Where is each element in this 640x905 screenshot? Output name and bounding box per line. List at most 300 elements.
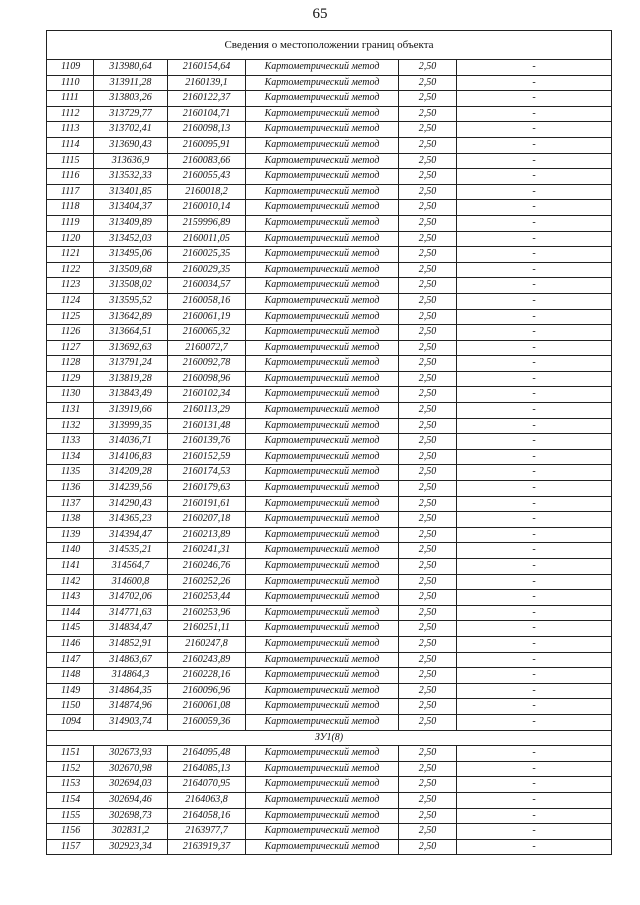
- y-coordinate-cell: 2160055,43: [168, 169, 246, 185]
- accuracy-cell: 2,50: [399, 761, 457, 777]
- table-title-row: [47, 31, 612, 60]
- y-coordinate-cell: 2160152,59: [168, 449, 246, 465]
- x-coordinate-cell: 313409,89: [94, 215, 168, 231]
- table-title: Сведения о местоположении границ объекта: [47, 31, 612, 60]
- accuracy-cell: 2,50: [399, 668, 457, 684]
- accuracy-cell: 2,50: [399, 153, 457, 169]
- method-cell: Картометрический метод: [246, 746, 399, 762]
- description-cell: -: [457, 839, 612, 855]
- y-coordinate-cell: 2160098,13: [168, 122, 246, 138]
- x-coordinate-cell: 314394,47: [94, 527, 168, 543]
- point-number-cell: 1149: [47, 683, 94, 699]
- x-coordinate-cell: 314874,96: [94, 699, 168, 715]
- point-number-cell: 1151: [47, 746, 94, 762]
- x-coordinate-cell: 313803,26: [94, 91, 168, 107]
- y-coordinate-cell: 2160213,89: [168, 527, 246, 543]
- table-row: [47, 808, 612, 824]
- y-coordinate-cell: 2160179,63: [168, 481, 246, 497]
- point-number-cell: 1136: [47, 481, 94, 497]
- table-row: [47, 403, 612, 419]
- accuracy-cell: 2,50: [399, 792, 457, 808]
- description-cell: -: [457, 808, 612, 824]
- x-coordinate-cell: 314365,23: [94, 512, 168, 528]
- point-number-cell: 1140: [47, 543, 94, 559]
- description-cell: -: [457, 777, 612, 793]
- y-coordinate-cell: 2160096,96: [168, 683, 246, 699]
- method-cell: Картометрический метод: [246, 449, 399, 465]
- table-row: [47, 761, 612, 777]
- x-coordinate-cell: 314864,3: [94, 668, 168, 684]
- description-cell: -: [457, 75, 612, 91]
- y-coordinate-cell: 2160025,35: [168, 247, 246, 263]
- y-coordinate-cell: 2160018,2: [168, 184, 246, 200]
- accuracy-cell: 2,50: [399, 247, 457, 263]
- x-coordinate-cell: 302694,03: [94, 777, 168, 793]
- point-number-cell: 1110: [47, 75, 94, 91]
- description-cell: -: [457, 215, 612, 231]
- point-number-cell: 1129: [47, 371, 94, 387]
- y-coordinate-cell: 2160083,66: [168, 153, 246, 169]
- x-coordinate-cell: 313595,52: [94, 293, 168, 309]
- point-number-cell: 1155: [47, 808, 94, 824]
- description-cell: -: [457, 792, 612, 808]
- description-cell: -: [457, 543, 612, 559]
- description-cell: -: [457, 387, 612, 403]
- y-coordinate-cell: 2160061,08: [168, 699, 246, 715]
- table-row: [47, 106, 612, 122]
- y-coordinate-cell: 2160065,32: [168, 325, 246, 341]
- description-cell: -: [457, 106, 612, 122]
- x-coordinate-cell: 313495,06: [94, 247, 168, 263]
- description-cell: -: [457, 590, 612, 606]
- y-coordinate-cell: 2160154,64: [168, 60, 246, 76]
- y-coordinate-cell: 2160131,48: [168, 418, 246, 434]
- point-number-cell: 1138: [47, 512, 94, 528]
- point-number-cell: 1135: [47, 465, 94, 481]
- y-coordinate-cell: 2160011,05: [168, 231, 246, 247]
- x-coordinate-cell: 313642,89: [94, 309, 168, 325]
- method-cell: Картометрический метод: [246, 293, 399, 309]
- method-cell: Картометрический метод: [246, 278, 399, 294]
- description-cell: -: [457, 824, 612, 840]
- table-row: [47, 527, 612, 543]
- description-cell: -: [457, 512, 612, 528]
- method-cell: Картометрический метод: [246, 527, 399, 543]
- point-number-cell: 1132: [47, 418, 94, 434]
- description-cell: -: [457, 293, 612, 309]
- point-number-cell: 1156: [47, 824, 94, 840]
- table-row: [47, 792, 612, 808]
- accuracy-cell: 2,50: [399, 590, 457, 606]
- accuracy-cell: 2,50: [399, 652, 457, 668]
- y-coordinate-cell: 2159996,89: [168, 215, 246, 231]
- table-row: [47, 714, 612, 730]
- accuracy-cell: 2,50: [399, 559, 457, 575]
- x-coordinate-cell: 313702,41: [94, 122, 168, 138]
- description-cell: -: [457, 340, 612, 356]
- table-row: [47, 683, 612, 699]
- accuracy-cell: 2,50: [399, 512, 457, 528]
- description-cell: -: [457, 434, 612, 450]
- table-row: [47, 605, 612, 621]
- method-cell: Картометрический метод: [246, 699, 399, 715]
- x-coordinate-cell: 302698,73: [94, 808, 168, 824]
- x-coordinate-cell: 313509,68: [94, 262, 168, 278]
- table-row: [47, 371, 612, 387]
- table-row: [47, 247, 612, 263]
- point-number-cell: 1109: [47, 60, 94, 76]
- y-coordinate-cell: 2160029,35: [168, 262, 246, 278]
- table-row: [47, 356, 612, 372]
- x-coordinate-cell: 302694,46: [94, 792, 168, 808]
- method-cell: Картометрический метод: [246, 434, 399, 450]
- method-cell: Картометрический метод: [246, 824, 399, 840]
- table-row: [47, 777, 612, 793]
- y-coordinate-cell: 2163919,37: [168, 839, 246, 855]
- accuracy-cell: 2,50: [399, 465, 457, 481]
- table-row: [47, 325, 612, 341]
- x-coordinate-cell: 313843,49: [94, 387, 168, 403]
- description-cell: -: [457, 153, 612, 169]
- method-cell: Картометрический метод: [246, 652, 399, 668]
- accuracy-cell: 2,50: [399, 293, 457, 309]
- point-number-cell: 1112: [47, 106, 94, 122]
- point-number-cell: 1152: [47, 761, 94, 777]
- point-number-cell: 1142: [47, 574, 94, 590]
- point-number-cell: 1133: [47, 434, 94, 450]
- table-row: [47, 418, 612, 434]
- description-cell: -: [457, 652, 612, 668]
- point-number-cell: 1137: [47, 496, 94, 512]
- y-coordinate-cell: 2160241,31: [168, 543, 246, 559]
- accuracy-cell: 2,50: [399, 169, 457, 185]
- y-coordinate-cell: 2164085,13: [168, 761, 246, 777]
- description-cell: -: [457, 621, 612, 637]
- x-coordinate-cell: 313508,02: [94, 278, 168, 294]
- method-cell: Картометрический метод: [246, 231, 399, 247]
- y-coordinate-cell: 2160072,7: [168, 340, 246, 356]
- table-row: [47, 169, 612, 185]
- y-coordinate-cell: 2164058,16: [168, 808, 246, 824]
- y-coordinate-cell: 2160092,78: [168, 356, 246, 372]
- method-cell: Картометрический метод: [246, 761, 399, 777]
- method-cell: Картометрический метод: [246, 137, 399, 153]
- description-cell: -: [457, 761, 612, 777]
- x-coordinate-cell: 314771,63: [94, 605, 168, 621]
- table-row: [47, 559, 612, 575]
- description-cell: -: [457, 247, 612, 263]
- point-number-cell: 1141: [47, 559, 94, 575]
- method-cell: Картометрический метод: [246, 75, 399, 91]
- y-coordinate-cell: 2160113,29: [168, 403, 246, 419]
- method-cell: Картометрический метод: [246, 247, 399, 263]
- method-cell: Картометрический метод: [246, 262, 399, 278]
- x-coordinate-cell: 314834,47: [94, 621, 168, 637]
- y-coordinate-cell: 2160061,19: [168, 309, 246, 325]
- point-number-cell: 1157: [47, 839, 94, 855]
- method-cell: Картометрический метод: [246, 387, 399, 403]
- method-cell: Картометрический метод: [246, 481, 399, 497]
- point-number-cell: 1126: [47, 325, 94, 341]
- x-coordinate-cell: 314864,35: [94, 683, 168, 699]
- accuracy-cell: 2,50: [399, 418, 457, 434]
- x-coordinate-cell: 313999,35: [94, 418, 168, 434]
- table-row: [47, 668, 612, 684]
- point-number-cell: 1125: [47, 309, 94, 325]
- method-cell: Картометрический метод: [246, 200, 399, 216]
- table-row: [47, 621, 612, 637]
- x-coordinate-cell: 313911,28: [94, 75, 168, 91]
- description-cell: -: [457, 325, 612, 341]
- x-coordinate-cell: 314852,91: [94, 636, 168, 652]
- point-number-cell: 1153: [47, 777, 94, 793]
- accuracy-cell: 2,50: [399, 60, 457, 76]
- accuracy-cell: 2,50: [399, 714, 457, 730]
- section-label: ЗУ1(8): [47, 730, 612, 746]
- description-cell: -: [457, 574, 612, 590]
- description-cell: -: [457, 278, 612, 294]
- description-cell: -: [457, 683, 612, 699]
- table-row: [47, 340, 612, 356]
- x-coordinate-cell: 314535,21: [94, 543, 168, 559]
- boundary-table: [46, 30, 612, 855]
- table-row: [47, 278, 612, 294]
- description-cell: -: [457, 200, 612, 216]
- point-number-cell: 1117: [47, 184, 94, 200]
- description-cell: -: [457, 309, 612, 325]
- point-number-cell: 1144: [47, 605, 94, 621]
- accuracy-cell: 2,50: [399, 309, 457, 325]
- y-coordinate-cell: 2160253,96: [168, 605, 246, 621]
- point-number-cell: 1120: [47, 231, 94, 247]
- table-row: [47, 512, 612, 528]
- x-coordinate-cell: 314863,67: [94, 652, 168, 668]
- table-row: [47, 293, 612, 309]
- accuracy-cell: 2,50: [399, 122, 457, 138]
- x-coordinate-cell: 302673,93: [94, 746, 168, 762]
- description-cell: -: [457, 481, 612, 497]
- x-coordinate-cell: 302831,2: [94, 824, 168, 840]
- y-coordinate-cell: 2164095,48: [168, 746, 246, 762]
- method-cell: Картометрический метод: [246, 496, 399, 512]
- accuracy-cell: 2,50: [399, 278, 457, 294]
- x-coordinate-cell: 313919,66: [94, 403, 168, 419]
- description-cell: -: [457, 496, 612, 512]
- accuracy-cell: 2,50: [399, 325, 457, 341]
- y-coordinate-cell: 2160191,61: [168, 496, 246, 512]
- x-coordinate-cell: 313791,24: [94, 356, 168, 372]
- y-coordinate-cell: 2160102,34: [168, 387, 246, 403]
- method-cell: Картометрический метод: [246, 418, 399, 434]
- point-number-cell: 1111: [47, 91, 94, 107]
- table-row: [47, 481, 612, 497]
- y-coordinate-cell: 2160251,11: [168, 621, 246, 637]
- point-number-cell: 1115: [47, 153, 94, 169]
- y-coordinate-cell: 2160010,14: [168, 200, 246, 216]
- description-cell: -: [457, 169, 612, 185]
- x-coordinate-cell: 313690,43: [94, 137, 168, 153]
- accuracy-cell: 2,50: [399, 449, 457, 465]
- x-coordinate-cell: 313664,51: [94, 325, 168, 341]
- x-coordinate-cell: 313401,85: [94, 184, 168, 200]
- y-coordinate-cell: 2160252,26: [168, 574, 246, 590]
- description-cell: -: [457, 122, 612, 138]
- y-coordinate-cell: 2163977,7: [168, 824, 246, 840]
- x-coordinate-cell: 313532,33: [94, 169, 168, 185]
- description-cell: -: [457, 527, 612, 543]
- description-cell: -: [457, 465, 612, 481]
- point-number-cell: 1150: [47, 699, 94, 715]
- x-coordinate-cell: 314290,43: [94, 496, 168, 512]
- x-coordinate-cell: 314209,28: [94, 465, 168, 481]
- method-cell: Картометрический метод: [246, 184, 399, 200]
- accuracy-cell: 2,50: [399, 824, 457, 840]
- description-cell: -: [457, 371, 612, 387]
- y-coordinate-cell: 2160207,18: [168, 512, 246, 528]
- table-row: [47, 75, 612, 91]
- accuracy-cell: 2,50: [399, 340, 457, 356]
- method-cell: Картометрический метод: [246, 683, 399, 699]
- description-cell: -: [457, 746, 612, 762]
- accuracy-cell: 2,50: [399, 699, 457, 715]
- method-cell: Картометрический метод: [246, 512, 399, 528]
- accuracy-cell: 2,50: [399, 91, 457, 107]
- method-cell: Картометрический метод: [246, 106, 399, 122]
- description-cell: -: [457, 699, 612, 715]
- accuracy-cell: 2,50: [399, 184, 457, 200]
- table-row: [47, 153, 612, 169]
- method-cell: Картометрический метод: [246, 777, 399, 793]
- accuracy-cell: 2,50: [399, 106, 457, 122]
- table-row: [47, 434, 612, 450]
- page-number: 65: [312, 6, 328, 22]
- x-coordinate-cell: 313729,77: [94, 106, 168, 122]
- point-number-cell: 1113: [47, 122, 94, 138]
- method-cell: Картометрический метод: [246, 590, 399, 606]
- point-number-cell: 1143: [47, 590, 94, 606]
- method-cell: Картометрический метод: [246, 605, 399, 621]
- method-cell: Картометрический метод: [246, 371, 399, 387]
- x-coordinate-cell: 313404,37: [94, 200, 168, 216]
- accuracy-cell: 2,50: [399, 746, 457, 762]
- table-row: [47, 636, 612, 652]
- description-cell: -: [457, 636, 612, 652]
- method-cell: Картометрический метод: [246, 356, 399, 372]
- point-number-cell: 1114: [47, 137, 94, 153]
- method-cell: Картометрический метод: [246, 91, 399, 107]
- y-coordinate-cell: 2160034,57: [168, 278, 246, 294]
- point-number-cell: 1146: [47, 636, 94, 652]
- point-number-cell: 1148: [47, 668, 94, 684]
- point-number-cell: 1116: [47, 169, 94, 185]
- x-coordinate-cell: 313692,63: [94, 340, 168, 356]
- table-row: [47, 215, 612, 231]
- point-number-cell: 1124: [47, 293, 94, 309]
- y-coordinate-cell: 2160122,37: [168, 91, 246, 107]
- method-cell: Картометрический метод: [246, 839, 399, 855]
- y-coordinate-cell: 2164070,95: [168, 777, 246, 793]
- y-coordinate-cell: 2160139,1: [168, 75, 246, 91]
- method-cell: Картометрический метод: [246, 309, 399, 325]
- table-row: [47, 309, 612, 325]
- y-coordinate-cell: 2160059,36: [168, 714, 246, 730]
- y-coordinate-cell: 2160139,76: [168, 434, 246, 450]
- method-cell: Картометрический метод: [246, 668, 399, 684]
- accuracy-cell: 2,50: [399, 262, 457, 278]
- description-cell: -: [457, 449, 612, 465]
- table-row: [47, 543, 612, 559]
- description-cell: -: [457, 91, 612, 107]
- accuracy-cell: 2,50: [399, 636, 457, 652]
- point-number-cell: 1145: [47, 621, 94, 637]
- accuracy-cell: 2,50: [399, 527, 457, 543]
- y-coordinate-cell: 2160174,53: [168, 465, 246, 481]
- point-number-cell: 1134: [47, 449, 94, 465]
- method-cell: Картометрический метод: [246, 122, 399, 138]
- point-number-cell: 1147: [47, 652, 94, 668]
- description-cell: -: [457, 184, 612, 200]
- y-coordinate-cell: 2160228,16: [168, 668, 246, 684]
- accuracy-cell: 2,50: [399, 434, 457, 450]
- y-coordinate-cell: 2160095,91: [168, 137, 246, 153]
- section-row: [47, 730, 612, 746]
- point-number-cell: 1119: [47, 215, 94, 231]
- table-row: [47, 91, 612, 107]
- method-cell: Картометрический метод: [246, 60, 399, 76]
- table-row: [47, 449, 612, 465]
- accuracy-cell: 2,50: [399, 387, 457, 403]
- method-cell: Картометрический метод: [246, 808, 399, 824]
- description-cell: -: [457, 605, 612, 621]
- description-cell: -: [457, 403, 612, 419]
- accuracy-cell: 2,50: [399, 621, 457, 637]
- accuracy-cell: 2,50: [399, 683, 457, 699]
- method-cell: Картометрический метод: [246, 574, 399, 590]
- method-cell: Картометрический метод: [246, 403, 399, 419]
- description-cell: -: [457, 668, 612, 684]
- point-number-cell: 1131: [47, 403, 94, 419]
- table-row: [47, 496, 612, 512]
- method-cell: Картометрический метод: [246, 714, 399, 730]
- table-row: [47, 262, 612, 278]
- y-coordinate-cell: 2160246,76: [168, 559, 246, 575]
- accuracy-cell: 2,50: [399, 839, 457, 855]
- point-number-cell: 1127: [47, 340, 94, 356]
- description-cell: -: [457, 714, 612, 730]
- accuracy-cell: 2,50: [399, 808, 457, 824]
- method-cell: Картометрический метод: [246, 636, 399, 652]
- description-cell: -: [457, 559, 612, 575]
- accuracy-cell: 2,50: [399, 605, 457, 621]
- table-row: [47, 839, 612, 855]
- method-cell: Картометрический метод: [246, 325, 399, 341]
- x-coordinate-cell: 313980,64: [94, 60, 168, 76]
- x-coordinate-cell: 314564,7: [94, 559, 168, 575]
- description-cell: -: [457, 356, 612, 372]
- table-row: [47, 574, 612, 590]
- x-coordinate-cell: 314702,06: [94, 590, 168, 606]
- accuracy-cell: 2,50: [399, 75, 457, 91]
- method-cell: Картометрический метод: [246, 559, 399, 575]
- point-number-cell: 1118: [47, 200, 94, 216]
- table-row: [47, 231, 612, 247]
- x-coordinate-cell: 313636,9: [94, 153, 168, 169]
- method-cell: Картометрический метод: [246, 169, 399, 185]
- point-number-cell: 1128: [47, 356, 94, 372]
- point-number-cell: 1094: [47, 714, 94, 730]
- point-number-cell: 1130: [47, 387, 94, 403]
- accuracy-cell: 2,50: [399, 371, 457, 387]
